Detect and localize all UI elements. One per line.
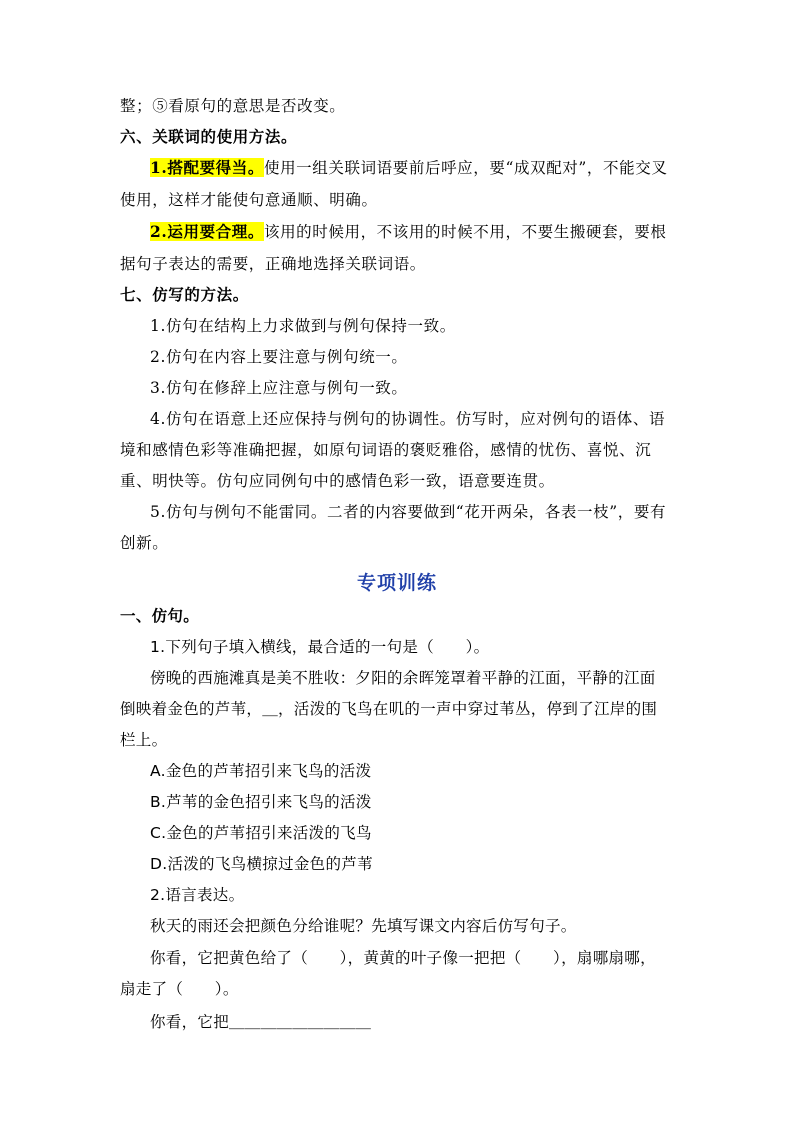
text-line: 3.仿句在修辞上应注意与例句一致。 bbox=[150, 379, 408, 397]
page-title: 专项训练 bbox=[356, 572, 437, 594]
highlighted-term: 2.运用要合理。 bbox=[150, 222, 264, 241]
text-line: 据句子表达的需要，正确地选择关联词语。 bbox=[120, 255, 426, 273]
text-line: 2.仿句在内容上要注意与例句统一。 bbox=[150, 348, 408, 366]
option-d: D.活泼的飞鸟横掠过金色的芦苇 bbox=[150, 855, 373, 873]
option-a: A.金色的芦苇招引来飞鸟的活泼 bbox=[150, 762, 372, 780]
question-text: 倒映着金色的芦苇，＿，活泼的飞鸟在叽的一声中穿过苇丛，停到了江岸的围 bbox=[120, 700, 658, 718]
question-2: 2.语言表达。 bbox=[150, 886, 245, 904]
highlighted-term: 1.搭配要得当。 bbox=[150, 158, 264, 177]
text-line: 2.运用要合理。该用的时候用，不该用的时候不用，不要生搬硬套，要根 bbox=[150, 222, 667, 241]
question-1: 1.下列句子填入横线，最合适的一句是（ ）。 bbox=[150, 638, 490, 656]
text-line: 5.仿句与例句不能雷同。二者的内容要做到“花开两朵，各表一枝”，要有 bbox=[150, 503, 667, 521]
option-b: B.芦苇的金色招引来飞鸟的活泼 bbox=[150, 793, 372, 811]
option-c: C.金色的芦苇招引来活泼的飞鸟 bbox=[150, 824, 372, 842]
text-line: 境和感情色彩等准确把握，如原句词语的褒贬雅俗，感情的忧伤、喜悦、沉 bbox=[120, 441, 652, 459]
text-line: 4.仿句在语意上还应保持与例句的协调性。仿写时，应对例句的语体、语 bbox=[150, 410, 666, 428]
text-line: 1.仿句在结构上力求做到与例句保持一致。 bbox=[150, 317, 456, 335]
question-text: 傍晚的西施滩真是美不胜收：夕阳的余晖笼罩着平静的江面，平静的江面 bbox=[150, 669, 656, 687]
fill-in-line: 你看，它把＿＿＿＿＿＿＿＿＿ bbox=[150, 1013, 372, 1031]
section-heading-imitation: 七、仿写的方法。 bbox=[120, 285, 249, 304]
text-line: 整；⑤看原句的意思是否改变。 bbox=[120, 97, 346, 115]
question-text: 你看，它把黄色给了（ ），黄黄的叶子像一把把（ ），扇哪扇哪， bbox=[150, 949, 656, 967]
text-line: 重、明快等。仿句应同例句中的感情色彩一致，语意要连贯。 bbox=[120, 472, 555, 490]
exercise-heading: 一、仿句。 bbox=[120, 607, 200, 625]
question-text: 秋天的雨还会把颜色分给谁呢？先填写课文内容后仿写句子。 bbox=[150, 917, 577, 935]
question-text: 扇走了（ ）。 bbox=[120, 980, 239, 998]
question-text: 栏上。 bbox=[120, 731, 168, 749]
section-heading-conjunctions: 六、关联词的使用方法。 bbox=[120, 127, 298, 146]
text-line: 创新。 bbox=[120, 534, 169, 552]
text-line: 使用，这样才能使句意通顺、明确。 bbox=[120, 191, 378, 209]
text-line: 1.搭配要得当。使用一组关联词语要前后呼应，要“成双配对”，不能交叉 bbox=[150, 158, 668, 177]
